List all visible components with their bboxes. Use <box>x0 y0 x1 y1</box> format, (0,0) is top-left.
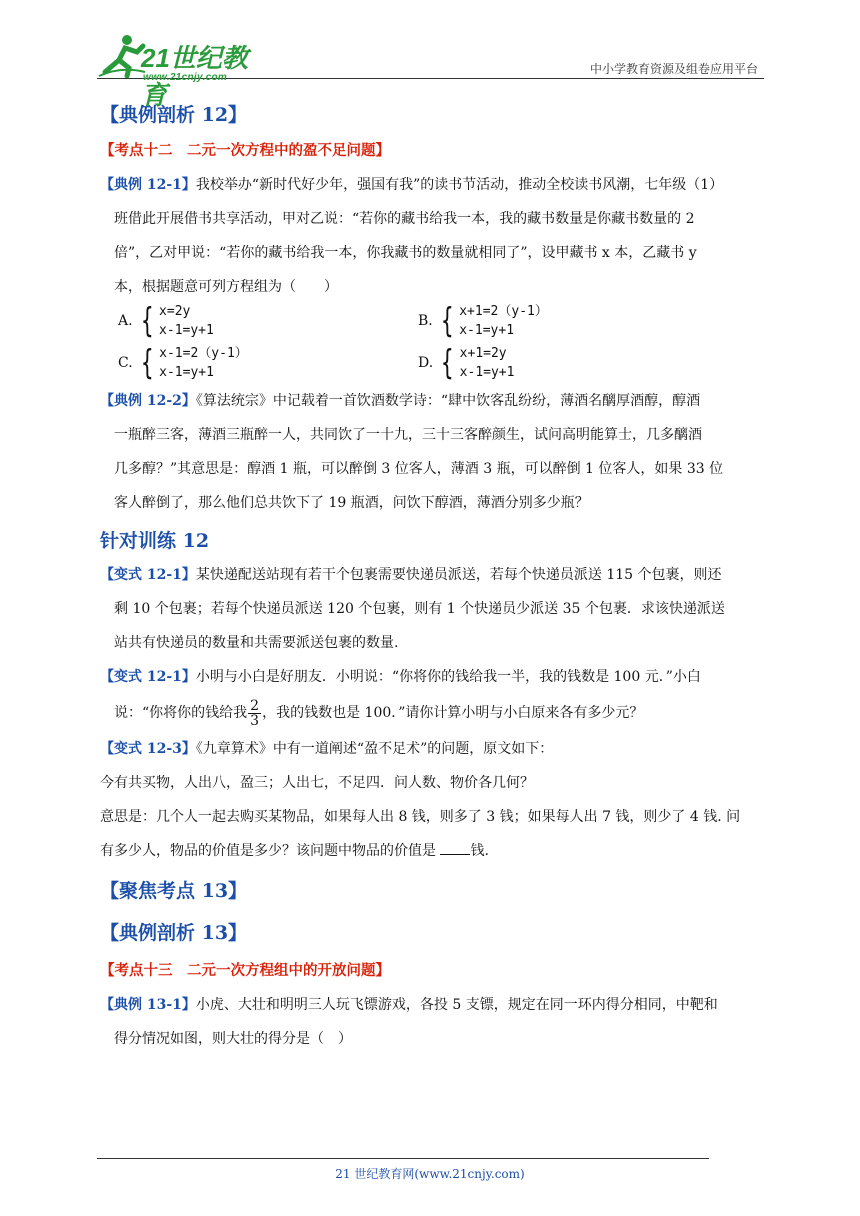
logo-wordmark: 21世纪教育 <box>141 43 248 110</box>
question-tag: 【典例 12-2】 <box>100 393 196 409</box>
choice-label: B. <box>418 313 433 329</box>
question-text: 客人醉倒了，那么他们总共饮下了 19 瓶酒，问饮下醇酒，薄酒分别多少瓶？ <box>114 495 589 511</box>
page-header <box>97 22 764 110</box>
platform-name: 中小学教育资源及组卷应用平台 <box>589 62 758 76</box>
variant-tag: 【变式 12-1】 <box>100 567 196 583</box>
question-text: 倍”，乙对甲说：“若你的藏书给我一本，你我藏书的数量就相同了”，设甲藏书 x 本，乙藏书 y <box>114 245 697 261</box>
kaodian-13-title: 【考点十三 二元一次方程组中的开放问题】 <box>100 962 390 979</box>
variant-12-3 <box>100 732 764 868</box>
question-text: 几多醇？”其意思是：醇酒 1 瓶，可以醉倒 3 位客人，薄酒 3 瓶，可以醉倒 1 位客人，如果 33 位 <box>114 461 724 477</box>
question-text: 说：“你将你的钱给我 <box>114 705 248 721</box>
variant-tag: 【变式 12-1】 <box>100 669 196 685</box>
brace-icon: { <box>441 343 454 383</box>
question-text: 剩 10 个包裹；若每个快递员派送 120 个包裹，则有 1 个快递员少派送 35 个包裹．求该快递派送 <box>114 601 725 617</box>
choice-label: A. <box>118 313 133 329</box>
section-title-example-13: 【典例剖析 13】 <box>100 922 248 944</box>
answer-blank[interactable] <box>440 840 470 855</box>
brace-icon: { <box>140 343 154 383</box>
equation: x=2y <box>159 304 191 319</box>
equation: x+1=2y <box>459 346 507 361</box>
question-13-1 <box>100 988 764 1056</box>
choice-a[interactable] <box>118 302 214 340</box>
runner-logo-icon <box>97 32 147 78</box>
variant-12-1-b <box>100 660 764 732</box>
page-footer[interactable]: 21 世纪教育网(www.21cnjy.com) <box>335 1167 525 1181</box>
question-text: 《算法统宗》中记载着一首饮酒数学诗：“肆中饮客乱纷纷，薄酒名醨厚酒醇，醇酒 <box>195 393 701 409</box>
fraction-denominator: 3 <box>250 712 260 729</box>
question-text: 某快递配送站现有若干个包裹需要快递员派送，若每个快递员派送 115 个包裹，则还 <box>195 567 722 583</box>
section-title-example-12: 【典例剖析 12】 <box>100 104 248 126</box>
equation: x-1=2（y-1） <box>159 346 248 361</box>
section-title-focus-13: 【聚焦考点 13】 <box>100 880 248 902</box>
choice-label: D. <box>418 355 434 371</box>
question-text: ，我的钱数也是 100．”请你计算小明与小白原来各有多少元？ <box>262 705 644 721</box>
equation: x-1=y+1 <box>159 365 214 380</box>
document-body <box>100 98 764 1056</box>
kaodian-12-title: 【考点十二 二元一次方程中的盈不足问题】 <box>100 142 390 159</box>
fraction-numerator: 2 <box>250 697 260 714</box>
equation: x-1=y+1 <box>159 323 214 338</box>
equation: x-1=y+1 <box>459 365 515 380</box>
question-text: 小明与小白是好朋友．小明说：“你将你的钱给我一半，我的钱数是 100 元．”小白 <box>195 669 701 685</box>
question-text: 一瓶醉三客，薄酒三瓶醉一人，共同饮了一十九，三十三客醉颜生，试问高明能算士，几多醨酒 <box>114 427 702 443</box>
question-text: 班借此开展借书共享活动，甲对乙说：“若你的藏书给我一本，我的藏书数量是你藏书数量的 2 <box>114 211 695 227</box>
answer-choices <box>100 302 764 384</box>
question-text: 站共有快递员的数量和共需要派送包裹的数量. <box>114 635 399 651</box>
question-tag: 【典例 12-1】 <box>100 177 196 193</box>
question-text: 得分情况如图，则大壮的得分是（ ） <box>114 1031 352 1047</box>
equation: x+1=2（y-1） <box>459 304 548 319</box>
question-text: 意思是：几个人一起去购买某物品，如果每人出 8 钱，则多了 3 钱；如果每人出 7 钱，则少了 4 钱. 问 <box>100 809 741 825</box>
question-12-2 <box>100 384 764 520</box>
question-text: 我校举办“新时代好少年，强国有我”的读书节活动，推动全校读书风潮，七年级（1） <box>195 177 724 193</box>
footer-divider <box>97 1158 709 1159</box>
section-title-training-12: 针对训练 12 <box>100 530 210 552</box>
choice-b[interactable] <box>418 302 548 340</box>
equation: x-1=y+1 <box>459 323 515 338</box>
brace-icon: { <box>440 301 454 341</box>
question-tag: 【典例 13-1】 <box>100 997 196 1013</box>
question-text: 今有共买物，人出八，盈三；人出七，不足四．问人数、物价各几何？ <box>100 775 534 791</box>
question-text: 小虎、大壮和明明三人玩飞镖游戏，各投 5 支镖，规定在同一环内得分相同，中靶和 <box>195 997 718 1013</box>
logo-url: www.21cnjy.com <box>143 72 228 83</box>
fraction <box>248 699 261 728</box>
choice-label: C. <box>118 355 133 371</box>
choice-d[interactable] <box>418 344 514 382</box>
question-text: 有多少人，物品的价值是多少？该问题中物品的价值是 <box>100 843 441 859</box>
variant-12-1-a <box>100 558 764 660</box>
brace-icon: { <box>140 301 153 341</box>
question-text: 本，根据题意可列方程组为（ ） <box>114 279 338 295</box>
question-text: 《九章算术》中有一道阐述“盈不足术”的问题，原文如下： <box>195 741 554 757</box>
site-logo <box>97 32 267 110</box>
variant-tag: 【变式 12-3】 <box>100 741 196 757</box>
question-12-1 <box>100 168 764 304</box>
choice-c[interactable] <box>118 344 248 382</box>
question-text: 钱. <box>470 843 489 859</box>
